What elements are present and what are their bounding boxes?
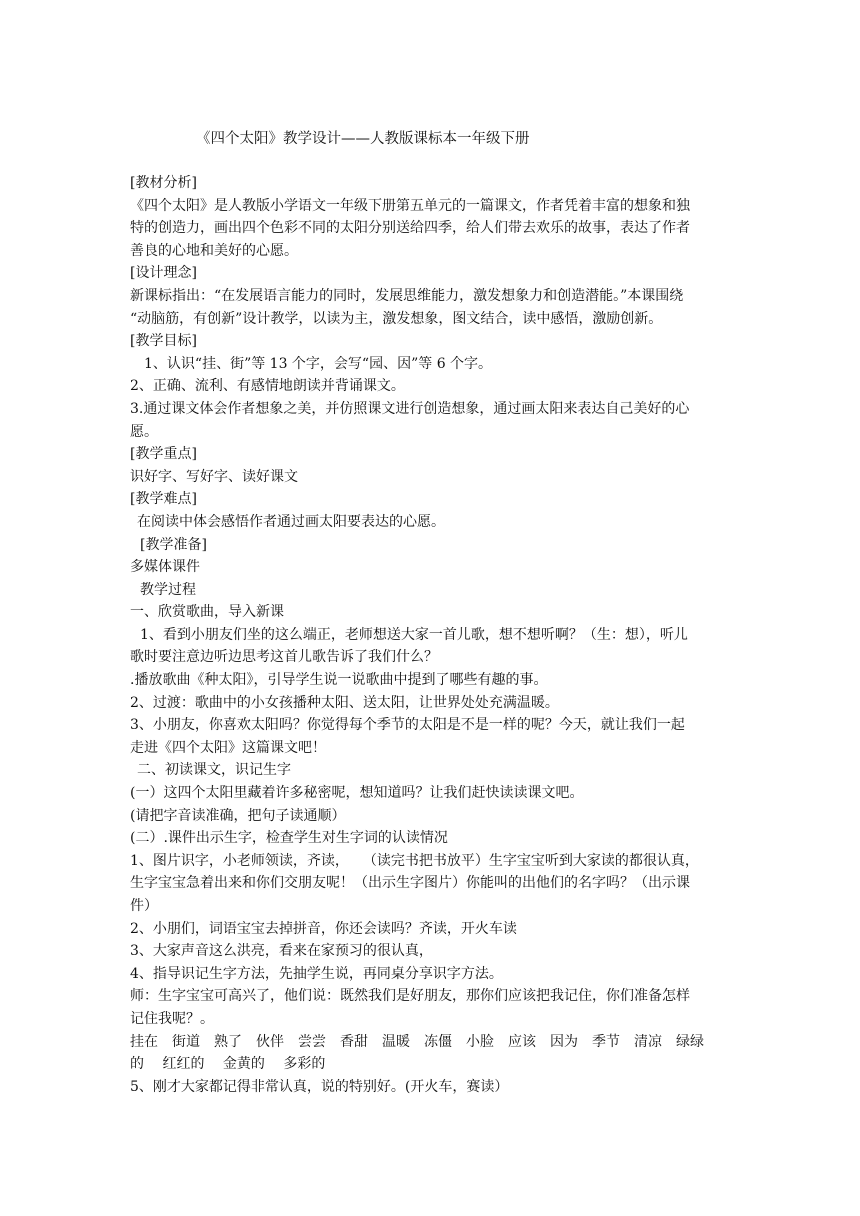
text-line: 1、图片识字，小老师领读，齐读， （读完书把书放平）生字宝宝听到大家读的都很认真， xyxy=(130,852,699,869)
text-line: [教学难点] xyxy=(130,491,197,508)
text-line: 5、刚才大家都记得非常认真，说的特别好。(开火车，赛读） xyxy=(130,1078,509,1095)
text-line: 师：生字宝宝可高兴了，他们说：既然我们是好朋友，那你们应该把我记住，你们准备怎样 xyxy=(130,988,690,1005)
text-line: [教材分析] xyxy=(130,175,197,191)
text-line: 教学过程 xyxy=(140,581,196,598)
text-line: 在阅读中体会感悟作者通过画太阳要表达的心愿。 xyxy=(137,513,445,530)
text-line: 新课标指出：“在发展语言能力的同时，发展思维能力，激发想象力和创造潜能。”本课围绕 xyxy=(130,287,684,304)
text-line: [教学重点] xyxy=(130,446,197,463)
text-line: 4、指导识记生字方法，先抽学生说，再同桌分享识字方法。 xyxy=(130,965,503,982)
text-line: 1、看到小朋友们坐的这么端正，老师想送大家一首儿歌，想不想听啊？（生：想），听儿 xyxy=(140,626,688,643)
text-line: 愿。 xyxy=(130,423,158,440)
text-line: 2、过渡：歌曲中的小女孩播种太阳、送太阳，让世界处处充满温暖。 xyxy=(130,694,559,711)
text-line: 记住我呢？。 xyxy=(130,1010,214,1027)
text-line: 善良的心地和美好的心愿。 xyxy=(130,242,298,259)
text-line: 多媒体课件 xyxy=(130,559,200,576)
text-line: 《四个太阳》是人教版小学语文一年级下册第五单元的一篇课文，作者凭着丰富的想象和独 xyxy=(130,197,690,214)
document-body xyxy=(130,172,735,1098)
document-title: 《四个太阳》教学设计——人教版课标本一年级下册 xyxy=(196,131,530,147)
text-line: 件） xyxy=(130,898,158,914)
text-line: 二、初读课文，识记生字 xyxy=(137,762,291,779)
text-line: 识好字、写好字、读好课文 xyxy=(130,468,298,485)
text-line: (请把字音读准确，把句子读通顺） xyxy=(130,807,346,824)
text-line: 歌时要注意边听边思考这首儿歌告诉了我们什么？ xyxy=(130,649,438,666)
text-line: 3、小朋友，你喜欢太阳吗？你觉得每个季节的太阳是不是一样的呢？今天，就让我们一起 xyxy=(130,717,685,734)
text-line: .播放歌曲《种太阳》，引导学生说一说歌曲中提到了哪些有趣的事。 xyxy=(130,672,548,689)
text-line: 2、正确、流利、有感情地朗读并背诵课文。 xyxy=(130,378,405,395)
text-line: 走进《四个太阳》这篇课文吧！ xyxy=(130,739,326,756)
text-line: (二）.课件出示生字，检查学生对生字词的认读情况 xyxy=(130,830,448,847)
text-line: “动脑筋，有创新”设计教学，以读为主，激发想象，图文结合，读中感悟，激励创新。 xyxy=(130,310,663,327)
text-line: 的 红红的 金黄的 多彩的 xyxy=(130,1056,326,1073)
text-line: [设计理念] xyxy=(130,265,197,282)
text-line: (一）这四个太阳里藏着许多秘密呢，想知道吗？让我们赶快读读课文吧。 xyxy=(130,785,584,802)
text-line: 挂在 街道 熟了 伙伴 尝尝 香甜 温暖 冻僵 小脸 应该 因为 季节 清凉 绿绿 xyxy=(130,1033,704,1050)
text-line: 3、大家声音这么洪亮，看来在家预习的很认真， xyxy=(130,943,433,960)
text-line: [教学目标] xyxy=(130,333,197,350)
text-line: 生字宝宝急着出来和你们交朋友呢！（出示生字图片）你能叫的出他们的名字吗？（出示课 xyxy=(130,875,690,892)
text-line: 一、欣赏歌曲，导入新课 xyxy=(130,604,284,621)
text-line: 1、认识“挂、街”等 13 个字，会写“园、因”等 6 个字。 xyxy=(144,355,493,372)
text-line: [教学准备] xyxy=(140,536,207,553)
text-line: 特的创造力，画出四个色彩不同的太阳分别送给四季，给人们带去欢乐的故事，表达了作者 xyxy=(130,220,690,237)
text-line: 2、小朋们，词语宝宝去掉拼音，你还会读吗？齐读，开火车读 xyxy=(130,920,517,937)
text-line: 3.通过课文体会作者想象之美，并仿照课文进行创造想象，通过画太阳来表达自己美好的心 xyxy=(130,400,690,417)
